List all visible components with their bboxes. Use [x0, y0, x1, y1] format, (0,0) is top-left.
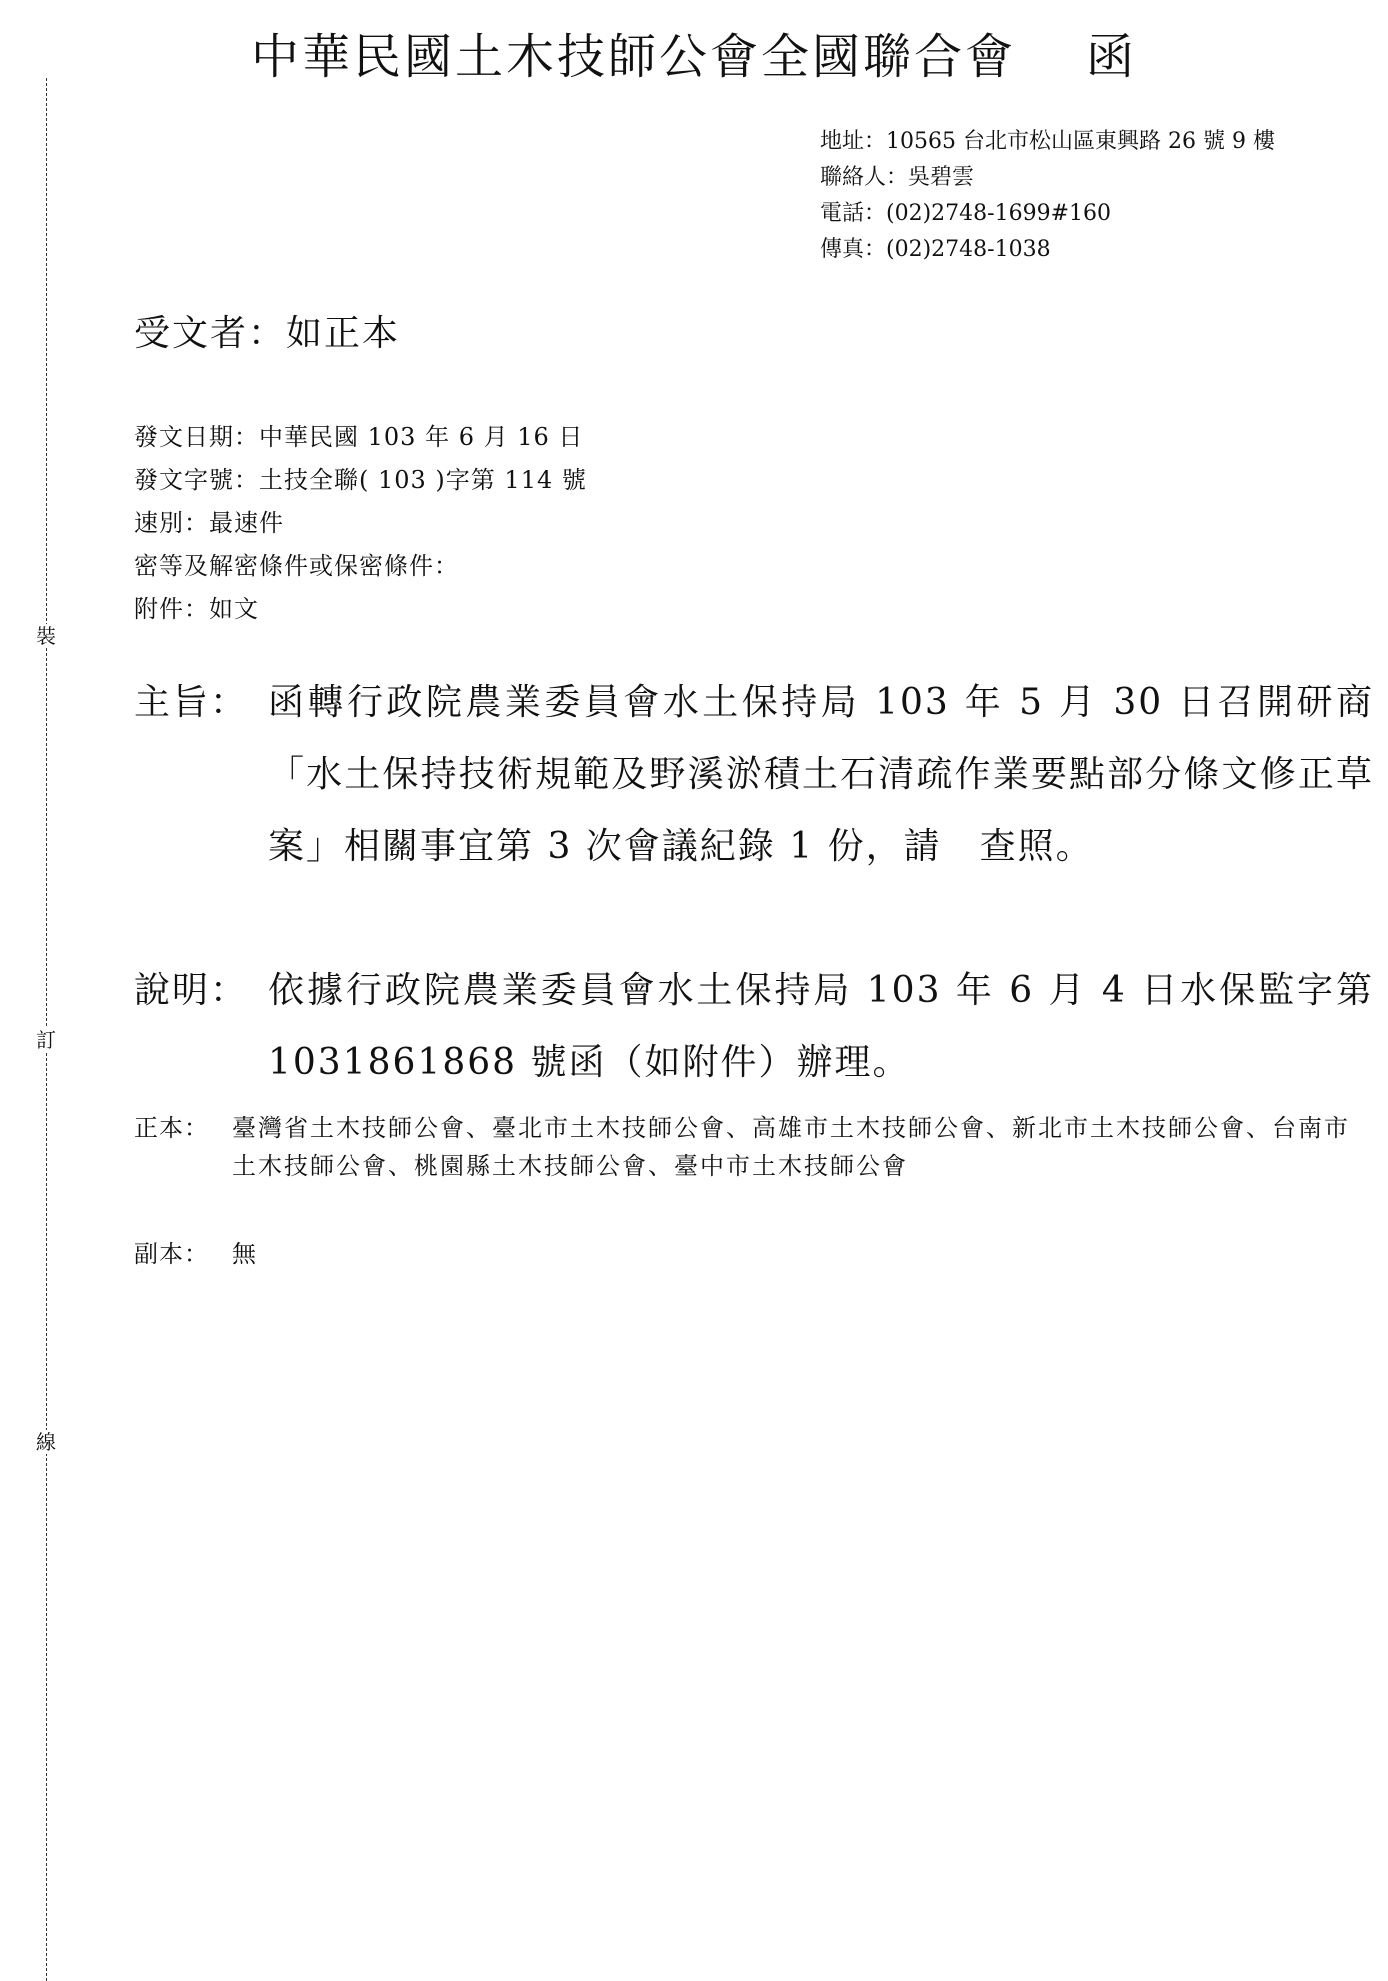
explanation-section: [134, 955, 1374, 1099]
subject-text: 函轉行政院農業委員會水土保持局 103 年 5 月 30 日召開研商「水土保持技術規範及野溪淤積土石清疏作業要點部分條文修正草案」相關事宜第 3 次會議紀錄 1 份，請 查照。: [268, 682, 1374, 867]
issue-date: 發文日期：中華民國 103 年 6 月 16 日: [134, 423, 584, 451]
contact-fax: 傳真：(02)2748-1038: [820, 237, 1051, 262]
recipient-line: 受文者：如正本: [134, 313, 401, 354]
contact-phone: 電話：(02)2748-1699#160: [820, 201, 1111, 226]
original-copy-section: [134, 1109, 1374, 1185]
original-copy-recipients: 臺灣省土木技師公會、臺北市土木技師公會、高雄市土木技師公會、新北市土木技師公會、台南市土木技師公會、桃園縣土木技師公會、臺中市土木技師公會: [232, 1114, 1350, 1180]
original-copy-label: 正本：: [134, 1114, 209, 1142]
subject-section: [134, 667, 1374, 883]
document-meta: [134, 416, 587, 631]
binding-mark-xian: 線: [36, 1430, 56, 1454]
duplicate-copy-label: 副本：: [134, 1240, 209, 1268]
secrecy-conditions: 密等及解密條件或保密條件：: [134, 552, 459, 580]
duplicate-copy-recipients: 無: [232, 1240, 258, 1268]
urgency-level: 速別：最速件: [134, 509, 284, 537]
contact-address: 地址：10565 台北市松山區東興路 26 號 9 樓: [820, 129, 1275, 154]
explanation-text: 依據行政院農業委員會水土保持局 103 年 6 月 4 日水保監字第 1031861868 號函（如附件）辦理。: [268, 970, 1374, 1083]
contact-block: [820, 124, 1275, 268]
binding-mark-zhuang: 裝: [36, 624, 56, 648]
subject-label: 主旨：: [134, 682, 249, 723]
duplicate-copy-section: [134, 1235, 1374, 1273]
binding-mark-ding: 訂: [36, 1028, 56, 1052]
document-type: 函: [1086, 29, 1138, 85]
document-title: [0, 18, 1388, 87]
attachment-note: 附件：如文: [134, 595, 259, 623]
explanation-label: 說明：: [134, 970, 249, 1011]
reference-number: 發文字號：土技全聯( 103 )字第 114 號: [134, 466, 587, 494]
contact-person: 聯絡人：吳碧雲: [820, 165, 975, 190]
issuer-name: 中華民國土木技師公會全國聯合會: [250, 29, 1016, 85]
